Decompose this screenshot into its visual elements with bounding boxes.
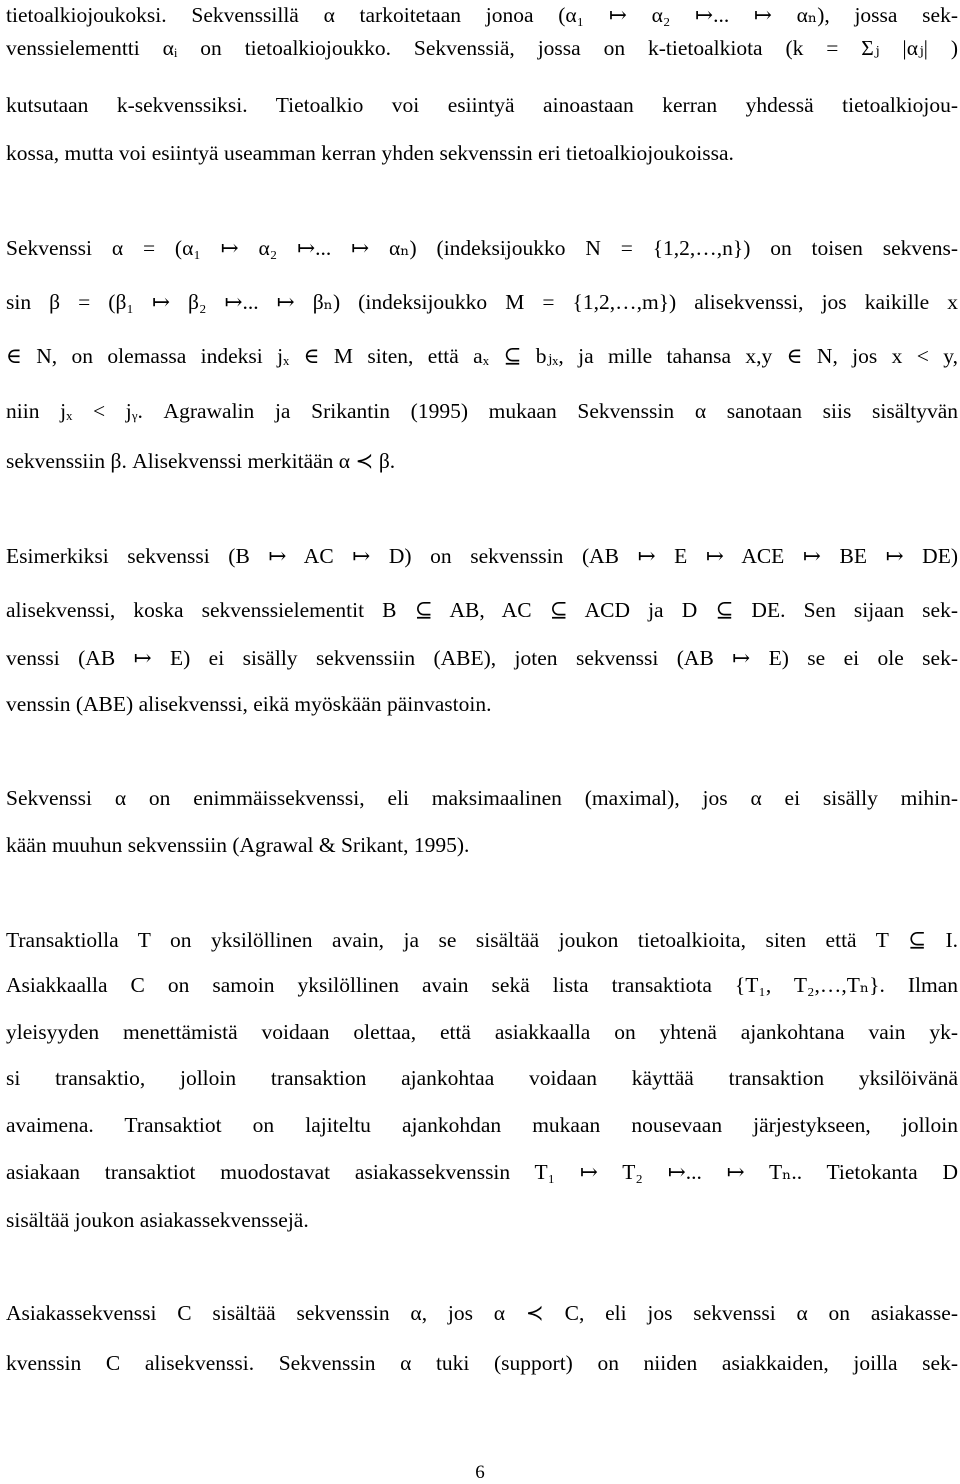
text-line: venssin (ABE) alisekvenssi, eikä myöskään päinvastoin. (6, 692, 492, 716)
text-line: Esimerkiksi sekvenssi (B ↦ AC ↦ D) on sekvenssin (AB ↦ E ↦ ACE ↦ BE ↦ DE) (6, 544, 958, 568)
text-line: yleisyyden menettämistä voidaan olettaa, että asiakkaalla on yhtenä ajankohtana vain yk- (6, 1020, 958, 1044)
text-line: tietoalkiojoukoksi. Sekvenssillä α tarkoitetaan jonoa (α₁ ↦ α₂ ↦... ↦ αₙ), jossa sek- (6, 3, 958, 27)
text-line: sisältää joukon asiakassekvenssejä. (6, 1208, 309, 1232)
text-line: asiakaan transaktiot muodostavat asiakassekvenssin T₁ ↦ T₂ ↦... ↦ Tₙ.. Tietokanta D (6, 1160, 958, 1184)
text-line: si transaktio, jolloin transaktion ajankohtaa voidaan käyttää transaktion yksilöivänä (6, 1066, 958, 1090)
text-line: ∈ N, on olemassa indeksi jₓ ∈ M siten, että aₓ ⊆ bⱼₓ, ja mille tahansa x,y ∈ N, jos x < y, (6, 344, 958, 368)
text-line: venssielementti αᵢ on tietoalkiojoukko. Sekvenssiä, jossa on k-tietoalkiota (k = Σⱼ |αⱼ| ) (6, 36, 958, 60)
text-line: kvenssin C alisekvenssi. Sekvenssin α tuki (support) on niiden asiakkaiden, joilla sek- (6, 1351, 958, 1375)
text-line: avaimena. Transaktiot on lajiteltu ajankohdan mukaan nousevaan järjestykseen, jolloin (6, 1113, 958, 1137)
text-line: niin jₓ < jᵧ. Agrawalin ja Srikantin (1995) mukaan Sekvenssin α sanotaan siis sisältyvän (6, 399, 958, 423)
text-line: kään muuhun sekvenssiin (Agrawal & Srikant, 1995). (6, 833, 470, 857)
text-line: sekvenssiin β. Alisekvenssi merkitään α ≺ β. (6, 449, 396, 473)
text-line: kutsutaan k-sekvenssiksi. Tietoalkio voi esiintyä ainoastaan kerran yhdessä tietoalkiojou- (6, 93, 958, 117)
text-line: venssi (AB ↦ E) ei sisälly sekvenssiin (ABE), joten sekvenssi (AB ↦ E) se ei ole sek- (6, 646, 958, 670)
text-line: Sekvenssi α on enimmäissekvenssi, eli maksimaalinen (maximal), jos α ei sisälly mihin- (6, 786, 958, 810)
text-line: Transaktiolla T on yksilöllinen avain, ja se sisältää joukon tietoalkioita, siten että T ⊆ I. (6, 928, 958, 952)
text-line: Asiakassekvenssi C sisältää sekvenssin α, jos α ≺ C, eli jos sekvenssi α on asiakasse- (6, 1301, 958, 1325)
page-number: 6 (475, 1462, 485, 1483)
text-line: Sekvenssi α = (α₁ ↦ α₂ ↦... ↦ αₙ) (indeksijoukko N = {1,2,…,n}) on toisen sekvens- (6, 236, 958, 260)
text-line: Asiakkaalla C on samoin yksilöllinen avain sekä lista transaktiota {T₁, T₂,…,Tₙ}. Ilman (6, 973, 958, 997)
text-line: sin β = (β₁ ↦ β₂ ↦... ↦ βₙ) (indeksijoukko M = {1,2,…,m}) alisekvenssi, jos kaikille x (6, 290, 958, 314)
text-line: alisekvenssi, koska sekvenssielementit B ⊆ AB, AC ⊆ ACD ja D ⊆ DE. Sen sijaan sek- (6, 598, 958, 622)
text-line: kossa, mutta voi esiintyä useamman kerran yhden sekvenssin eri tietoalkiojoukoissa. (6, 141, 734, 165)
